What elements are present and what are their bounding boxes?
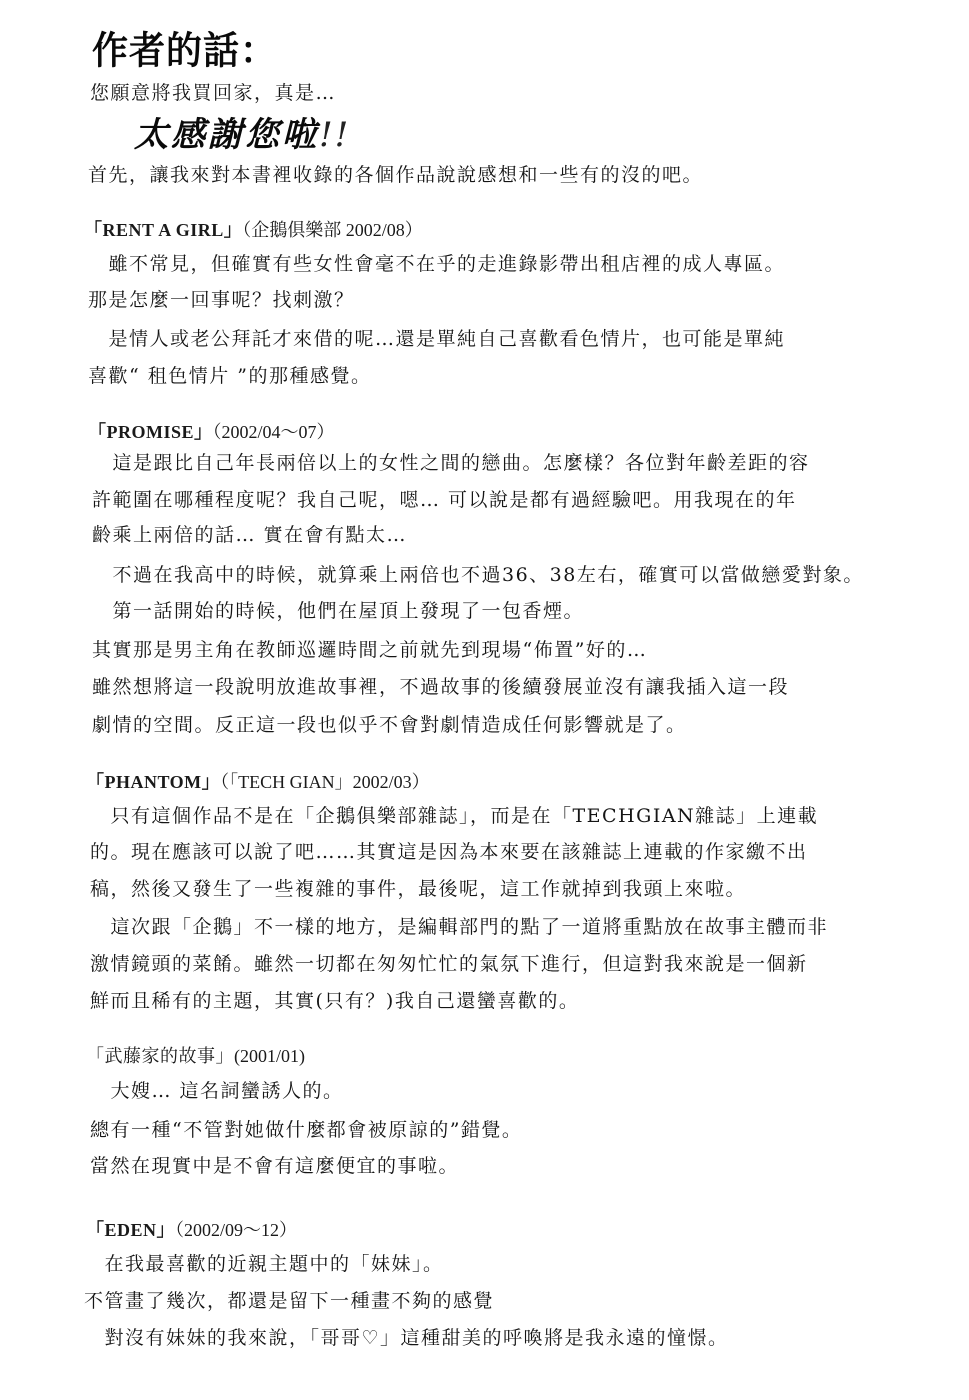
work-meta: （企鵝俱樂部 2002/08） [242,220,423,240]
paragraph-line: 這次跟「企鵝」不一樣的地方，是編輯部門的點了一道將重點放在故事主體而非 [90,916,829,938]
paragraph-line: 雖不常見，但確實有些女性會毫不在乎的走進錄影帶出租店裡的成人專區。 [88,253,786,275]
section-heading-eden [86,1218,297,1242]
section-heading-muto-family [86,1044,305,1069]
intro-line-2: 首先，讓我來對本書裡收錄的各個作品說說感想和一些有的沒的吧。 [88,164,704,186]
paragraph-line: 不管畫了幾次，都還是留下一種畫不夠的感覺 [84,1290,495,1312]
paragraph-line: 的。現在應該可以說了吧……其實這是因為本來要在該雜誌上連載的作家繳不出 [90,841,808,863]
thanks-text: 太感謝您啦 [134,115,319,155]
paragraph-line: 在我最喜歡的近親主題中的「妹妹」。 [84,1253,444,1275]
paragraph-line: 劇情的空間。反正這一段也似乎不會對劇情造成任何影響就是了。 [92,714,687,736]
paragraph-line: 第一話開始的時候，他們在屋頂上發現了一包香煙。 [92,600,585,622]
paragraph-line: 這是跟比自己年長兩倍以上的女性之間的戀曲。怎麼樣？各位對年齡差距的容 [92,452,810,474]
work-meta: （「TECH GIAN」2002/03） [220,772,430,792]
paragraph-line: 齡乘上兩倍的話… 實在會有點太… [92,524,408,546]
intro-line-1: 您願意將我買回家，真是… [90,82,337,104]
paragraph-line: 是情人或老公拜託才來借的呢…還是單純自己喜歡看色情片，也可能是單純 [88,328,786,350]
work-meta: (2001/01) [234,1046,305,1066]
section-heading-phantom [86,770,430,794]
paragraph-line: 大嫂… 這名詞蠻誘人的。 [90,1080,344,1102]
paragraph-line: 喜歡“ 租色情片 ”的那種感覺。 [88,365,372,387]
thanks-headline [134,113,350,157]
thanks-exclamation: !! [319,115,351,155]
work-title: 「EDEN」 [86,1220,176,1240]
paragraph-line: 雖然想將這一段說明放進故事裡，不過故事的後續發展並沒有讓我插入這一段 [92,676,790,698]
paragraph-line: 不過在我高中的時候，就算乘上兩倍也不過36、38左右，確實可以當做戀愛對象。 [92,564,864,586]
work-title: 「PHANTOM」 [86,772,221,792]
work-title: 「PROMISE」 [88,422,213,442]
work-title: 「武藤家的故事」 [86,1046,234,1067]
paragraph-line: 鮮而且稀有的主題，其實(只有？)我自己還蠻喜歡的。 [90,990,580,1012]
paragraph-line: 總有一種“不管對她做什麼都會被原諒的”錯覺。 [90,1119,523,1141]
paragraph-line: 稿，然後又發生了一些複雜的事件，最後呢，這工作就掉到我頭上來啦。 [90,878,747,900]
paragraph-line: 對沒有妹妹的我來說，「哥哥♡」這種甜美的呼喚將是我永遠的憧憬。 [84,1327,729,1349]
paragraph-line: 激情鏡頭的菜餚。雖然一切都在匆匆忙忙的氣氛下進行，但這對我來說是一個新 [90,953,808,975]
paragraph-line: 只有這個作品不是在「企鵝俱樂部雜誌」，而是在「TECHGIAN雜誌」上連載 [90,805,819,827]
work-meta: （2002/09～12） [175,1220,298,1240]
paragraph-line: 其實那是男主角在教師巡邏時間之前就先到現場“佈置”好的… [92,639,648,661]
section-heading-promise [88,420,335,444]
paragraph-line: 當然在現實中是不會有這麼便宜的事啦。 [90,1155,460,1177]
paragraph-line: 許範圍在哪種程度呢？我自己呢，嗯… 可以說是都有過經驗吧。用我現在的年 [92,489,797,511]
work-meta: （2002/04～07） [212,422,335,442]
section-heading-rent-a-girl [84,218,423,242]
paragraph-line: 那是怎麼一回事呢？找刺激？ [88,289,355,311]
work-title: 「RENT A GIRL」 [84,220,243,240]
page-title: 作者的話： [92,29,278,73]
